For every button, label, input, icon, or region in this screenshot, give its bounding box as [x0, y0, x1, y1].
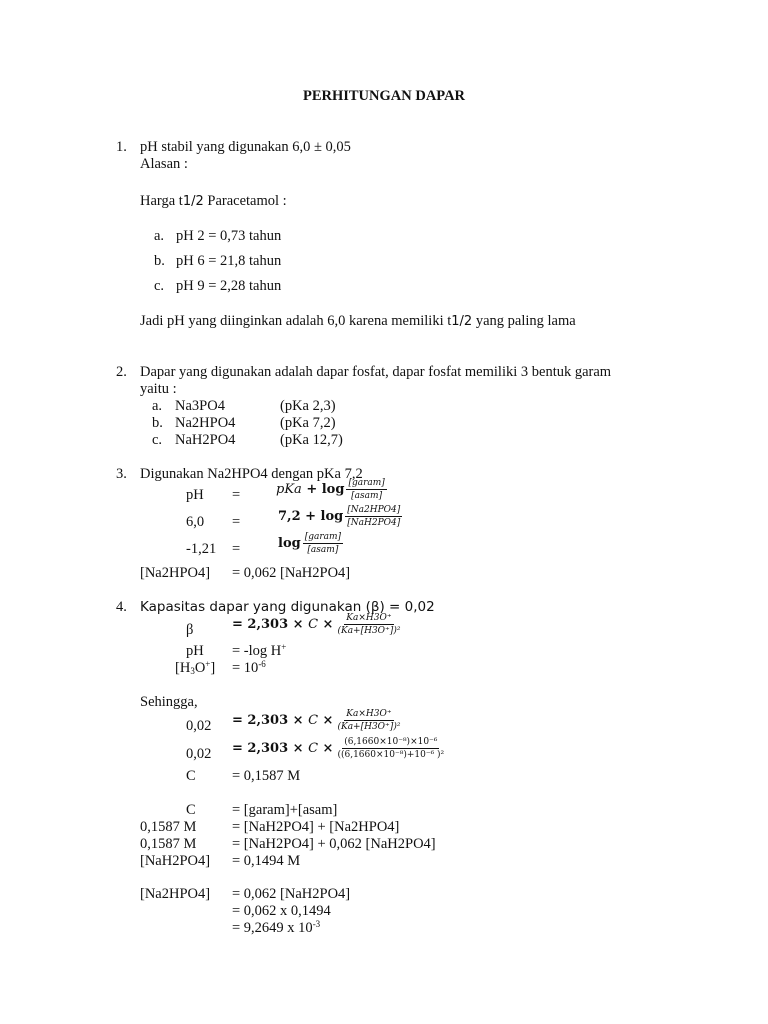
- eq3-fraction: [303, 532, 343, 555]
- section-1-item-c-label: c.: [154, 278, 165, 294]
- sehingga-label: Sehingga,: [140, 694, 198, 710]
- eq3-rhs: [278, 532, 343, 555]
- eq1-numerator: [garam]: [348, 478, 385, 488]
- section-1-item-b-label: b.: [154, 253, 165, 269]
- section-3-line-1: Digunakan Na2HPO4 dengan pKa 7,2: [140, 466, 363, 482]
- jadi-text-c: yang paling lama: [472, 313, 576, 329]
- g-row3-rhs: = [NaH2PO4] + 0,062 [NaH2PO4]: [232, 836, 436, 852]
- s-eq1-denominator: (Ka+[H3O⁺])²: [337, 722, 401, 732]
- section-2-item-c-pka: (pKa 12,7): [280, 432, 343, 448]
- section-2-line-1: Dapar yang digunakan adalah dapar fosfat, dapar fosfat memiliki 3 bentuk garam: [140, 364, 612, 380]
- s-eq1-rhs: [232, 709, 402, 732]
- g-row1-rhs: = [garam]+[asam]: [232, 802, 338, 818]
- n-row3-text: = 9,2649 x 10: [232, 920, 313, 936]
- s-eq1-numerator: Ka×H3O⁺: [346, 709, 392, 719]
- section-2-item-c-label: c.: [152, 432, 163, 448]
- h3o-lhs-c: ]: [210, 660, 216, 676]
- eq1-plus-log: + log: [301, 481, 345, 497]
- ph-lhs: pH: [186, 643, 204, 659]
- eq1-lhs: pH: [186, 487, 204, 503]
- h3o-rhs: [232, 660, 266, 676]
- n-row2-rhs: = 0,062 x 0,1494: [232, 903, 331, 919]
- section-4-number: 4.: [116, 599, 127, 615]
- eq1-equals: =: [232, 487, 241, 503]
- kapasitas-text-a: Kapasitas dapar yang digunakan (: [140, 599, 371, 615]
- g-row4-rhs: = 0,1494 M: [232, 853, 301, 869]
- eq4-lhs: [Na2HPO4]: [140, 565, 211, 581]
- jadi-text-a: Jadi pH yang diinginkan adalah 6,0 karena memiliki t: [140, 313, 452, 329]
- s-eq2-rhs: [232, 737, 446, 760]
- n-row3-rhs: [232, 920, 320, 936]
- h3o-rhs-sup: -6: [258, 659, 266, 669]
- g-row2-lhs: 0,1587 M: [140, 819, 197, 835]
- eq1-denominator: [asam]: [351, 491, 383, 501]
- beta-numerator: Ka×H3O⁺: [346, 613, 392, 623]
- section-3-number: 3.: [116, 466, 127, 482]
- beta-fraction: [335, 613, 402, 636]
- section-1-item-c-text: pH 9 = 2,28 tahun: [176, 278, 282, 294]
- eq2-rhs-text: 7,2 + log: [278, 508, 344, 524]
- section-2-line-2: yaitu :: [140, 381, 177, 397]
- eq2-numerator: [Na2HPO4]: [347, 505, 401, 515]
- section-2-item-a-pka: (pKa 2,3): [280, 398, 336, 414]
- c-lhs: C: [186, 768, 196, 784]
- section-1-line-1: pH stabil yang digunakan 6,0 ± 0,05: [140, 139, 351, 155]
- eq2-denominator: [NaH2PO4]: [347, 518, 401, 528]
- n-row1-rhs: = 0,062 [NaH2PO4]: [232, 886, 351, 902]
- section-1-item-a-text: pH 2 = 0,73 tahun: [176, 228, 282, 244]
- g-row3-lhs: 0,1587 M: [140, 836, 197, 852]
- section-2-item-a-label: a.: [152, 398, 163, 414]
- g-row2-rhs: = [NaH2PO4] + [Na2HPO4]: [232, 819, 400, 835]
- eq1-pka: pKa: [276, 481, 302, 497]
- beta-denominator: (Ka+[H3O⁺])²: [337, 626, 401, 636]
- section-2-item-b-name: Na2HPO4: [175, 415, 236, 431]
- section-2-item-b-label: b.: [152, 415, 163, 431]
- section-2-item-a-name: Na3PO4: [175, 398, 225, 414]
- s-eq1-c: C: [308, 712, 319, 728]
- h3o-lhs-b: O: [194, 660, 206, 676]
- page-title: PERHITUNGAN DAPAR: [302, 88, 466, 104]
- beta-lhs: β: [186, 622, 194, 638]
- section-1-harga: [140, 193, 287, 210]
- harga-text-c: Paracetamol :: [203, 193, 287, 209]
- section-1-item-b-text: pH 6 = 21,8 tahun: [176, 253, 282, 269]
- section-1-number: 1.: [116, 139, 127, 155]
- harga-text-a: Harga t: [140, 193, 183, 209]
- eq2-equals: =: [232, 514, 241, 530]
- h3o-lhs-sup: +: [205, 659, 211, 669]
- s-eq2-c: C: [308, 740, 319, 756]
- s-eq2-lhs: 0,02: [186, 746, 212, 762]
- c-rhs: = 0,1587 M: [232, 768, 301, 784]
- ph-rhs: [232, 643, 286, 659]
- h3o-rhs-text: = 10: [232, 660, 259, 676]
- s-eq1-times: ×: [318, 712, 334, 728]
- beta-formula: [232, 613, 402, 636]
- h3o-lhs: [175, 660, 215, 676]
- h3o-lhs-sub: 3: [190, 666, 195, 676]
- n-row3-sup: -3: [312, 919, 321, 929]
- kapasitas-text-c: ) = 0,02: [379, 599, 435, 615]
- jadi-text-b: 1/2: [451, 314, 473, 329]
- eq1-rhs: [276, 478, 387, 501]
- s-eq2-fraction: [335, 737, 446, 760]
- harga-text-b: 1/2: [182, 194, 204, 209]
- beta-formula-c: C: [308, 616, 319, 632]
- n-row1-lhs: [Na2HPO4]: [140, 886, 211, 902]
- eq3-numerator: [garam]: [304, 532, 342, 542]
- section-2-item-c-name: NaH2PO4: [175, 432, 236, 448]
- eq3-equals: =: [232, 541, 241, 557]
- section-2-item-b-pka: (pKa 7,2): [280, 415, 336, 431]
- g-row4-lhs: [NaH2PO4]: [140, 853, 211, 869]
- section-1-item-a-label: a.: [154, 228, 165, 244]
- s-eq1-fraction: [335, 709, 402, 732]
- h3o-lhs-a: [H: [175, 660, 191, 676]
- eq2-fraction: [345, 505, 402, 528]
- beta-symbol: β: [370, 599, 380, 615]
- section-1-conclusion: [140, 313, 576, 330]
- ph-rhs-text: = -log H: [232, 643, 282, 659]
- eq3-log: log: [278, 535, 301, 551]
- s-eq2-times: ×: [318, 740, 334, 756]
- section-1-line-2: Alasan :: [140, 156, 188, 172]
- eq4-rhs: = 0,062 [NaH2PO4]: [232, 565, 351, 581]
- beta-formula-times: ×: [318, 616, 334, 632]
- ph-rhs-sup: +: [281, 642, 287, 652]
- s-eq2-denominator: ((6,1660×10⁻⁸)+10⁻⁶ )²: [337, 750, 445, 760]
- eq3-lhs: -1,21: [186, 541, 217, 557]
- s-eq2-numerator: (6,1660×10⁻⁸)×10⁻⁶: [344, 737, 438, 747]
- s-eq1-lhs: 0,02: [186, 718, 212, 734]
- s-eq2-prefix: = 2,303 ×: [232, 740, 309, 756]
- eq1-fraction: [346, 478, 386, 501]
- beta-formula-prefix: = 2,303 ×: [232, 616, 309, 632]
- g-row1-lhs: C: [186, 802, 196, 818]
- eq3-denominator: [asam]: [307, 545, 339, 555]
- s-eq1-prefix: = 2,303 ×: [232, 712, 309, 728]
- eq2-rhs: [278, 505, 402, 528]
- section-2-number: 2.: [116, 364, 127, 380]
- eq2-lhs: 6,0: [186, 514, 205, 530]
